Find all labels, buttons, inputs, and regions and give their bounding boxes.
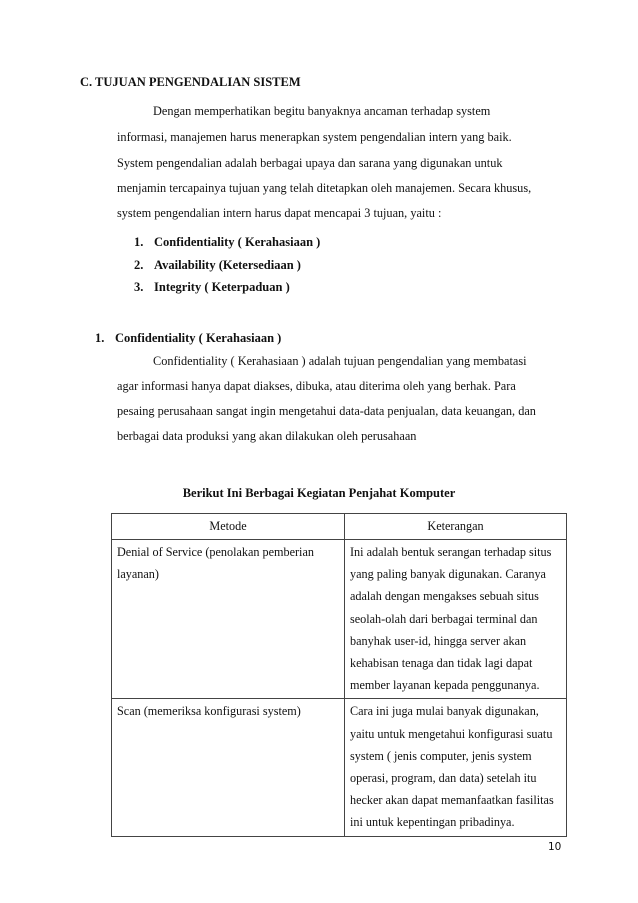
description-line: adalah dengan mengakses sebuah situs — [350, 589, 539, 604]
goal-item — [134, 258, 301, 273]
description-line: Ini adalah bentuk serangan terhadap situs — [350, 545, 552, 559]
description-cell — [345, 540, 567, 699]
page-number: 10 — [548, 841, 562, 853]
description-line: operasi, program, dan data) setelah itu — [350, 771, 537, 786]
sub-line: Confidentiality ( Kerahasiaan ) adalah tujuan pengendalian yang membatasi — [153, 354, 527, 368]
description-line: Cara ini juga mulai banyak digunakan, — [350, 704, 539, 719]
crime-methods-table — [111, 513, 567, 837]
table-header-row — [112, 514, 567, 540]
description-line: banyhak user-id, hingga server akan — [350, 633, 527, 648]
method-line: layanan) — [117, 567, 159, 582]
method-cell — [112, 699, 345, 836]
description-line: ini untuk kepentingan pribadinya. — [350, 815, 515, 830]
description-line: seolah-olah dari berbagai terminal dan — [350, 611, 538, 626]
description-line: hecker akan dapat memanfaatkan fasilitas — [350, 793, 554, 808]
column-header-metode: Metode — [112, 514, 345, 540]
table-title: Berikut Ini Berbagai Kegiatan Penjahat Komputer — [182, 486, 456, 500]
section-title: C. TUJUAN PENGENDALIAN SISTEM — [80, 75, 301, 89]
table-row — [112, 699, 567, 836]
intro-line: System pengendalian adalah berbagai upaya dan sarana yang digunakan untuk — [117, 156, 503, 170]
method-line: Denial of Service (penolakan pemberian — [117, 545, 314, 559]
goal-number: 1. — [134, 235, 144, 249]
goal-item — [134, 280, 290, 295]
subsection-number: 1. — [95, 331, 105, 345]
subsection-title: Confidentiality ( Kerahasiaan ) — [115, 331, 282, 345]
table-row — [112, 540, 567, 699]
description-line: kehabisan tenaga dan tidak lagi dapat — [350, 656, 533, 671]
goal-number: 3. — [134, 280, 144, 294]
goal-text: Availability (Ketersediaan ) — [154, 258, 301, 272]
intro-line: menjamin tercapainya tujuan yang telah ditetapkan oleh manajemen. Secara khusus, — [117, 181, 532, 195]
subsection-heading — [95, 331, 281, 346]
description-line: yang paling banyak digunakan. Caranya — [350, 567, 546, 582]
goal-text: Integrity ( Keterpaduan ) — [154, 280, 290, 294]
sub-line: pesaing perusahaan sangat ingin mengetahui data-data penjualan, data keuangan, dan — [117, 404, 536, 418]
intro-line: informasi, manajemen harus menerapkan system pengendalian intern yang baik. — [117, 130, 512, 144]
sub-line: agar informasi hanya dapat diakses, dibuka, atau diterima oleh yang berhak. Para — [117, 379, 516, 393]
column-header-keterangan: Keterangan — [345, 514, 567, 540]
description-line: yaitu untuk mengetahui konfigurasi suatu — [350, 726, 553, 741]
method-cell — [112, 540, 345, 699]
sub-line: berbagai data produksi yang akan dilakukan oleh perusahaan — [117, 429, 417, 443]
intro-line: Dengan memperhatikan begitu banyaknya ancaman terhadap system — [153, 104, 491, 118]
goal-item — [134, 235, 320, 250]
intro-line: system pengendalian intern harus dapat mencapai 3 tujuan, yaitu : — [117, 206, 442, 220]
description-cell — [345, 699, 567, 836]
method-line: Scan (memeriksa konfigurasi system) — [117, 704, 301, 719]
description-line: member layanan kepada penggunanya. — [350, 678, 540, 693]
goal-text: Confidentiality ( Kerahasiaan ) — [154, 235, 321, 249]
goal-number: 2. — [134, 258, 144, 272]
description-line: system ( jenis computer, jenis system — [350, 748, 532, 763]
